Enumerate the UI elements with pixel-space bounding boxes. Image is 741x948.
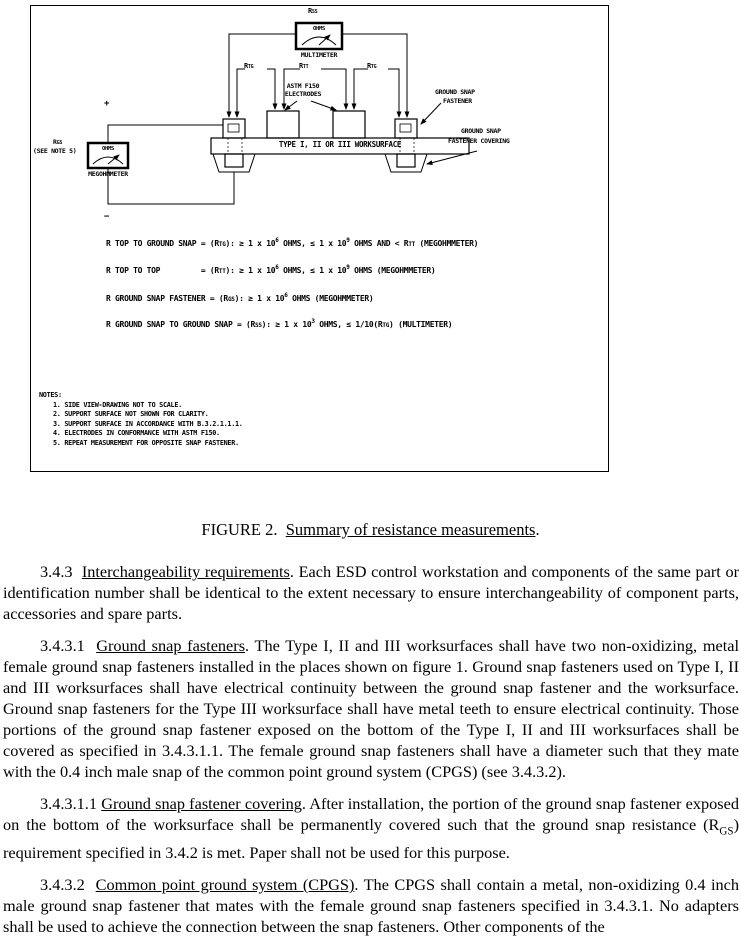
notes-title: NOTES:: [39, 391, 62, 399]
subscript-text: GS: [719, 825, 734, 838]
figure-box: [30, 5, 609, 472]
text-segment: OHMS (MEGOHMMETER): [287, 294, 374, 303]
rgs-label: [33, 138, 76, 155]
text-segment: ): ≥ 1 x 10: [261, 320, 312, 329]
text-segment: R GROUND SNAP FASTENER = (R: [106, 294, 228, 303]
r-sub: GS: [56, 140, 63, 146]
formula-rgs: [106, 292, 373, 306]
electrodes-label-line2: ELECTRODES: [284, 89, 322, 98]
r-sub: SS: [311, 9, 318, 15]
snap-fastener-top-right: [395, 119, 417, 138]
paragraph-3-4-3: [3, 561, 739, 624]
note-item: 4. ELECTRODES IN CONFORMANCE WITH ASTM F150.: [53, 429, 220, 437]
r-sub: TG: [247, 64, 254, 70]
minus-terminal-label: −: [104, 212, 110, 222]
underlined-text: Summary of resistance measurements: [285, 520, 536, 539]
text-segment: FIGURE 2.: [201, 520, 286, 539]
r-main: R: [53, 138, 57, 146]
electrode-right: [333, 111, 365, 138]
wire-rtg-left-a: [237, 69, 245, 117]
formula-rtt: [106, 264, 435, 278]
covering-right: [385, 154, 427, 172]
paragraph-3-4-3-1: [3, 635, 739, 782]
multimeter-needle: [319, 35, 330, 45]
rss-label: [308, 7, 317, 16]
covering-left: [213, 154, 255, 172]
text-segment: OHMS, ≤ 1/10(R: [314, 320, 383, 329]
multimeter-ohms-label: OHMS: [312, 26, 326, 32]
notes-list: [53, 401, 243, 449]
multimeter-dial: [302, 37, 336, 45]
wire-label-rtg-right: [367, 62, 376, 71]
megohmmeter-label: MEGOHMMETER: [88, 170, 128, 178]
wire-multimeter-right: [342, 34, 407, 117]
text-segment: 3.4.3.1: [40, 636, 97, 655]
superscript-text: 6: [275, 237, 279, 244]
superscript-text: 6: [275, 264, 279, 271]
superscript-text: 6: [284, 292, 288, 299]
multimeter-label: MULTIMETER: [300, 51, 338, 59]
text-segment: R GROUND SNAP TO GROUND SNAP = (R: [106, 320, 256, 329]
wire-rtg-right-b: [388, 69, 399, 117]
megohmmeter-ohms-label: OHMS: [101, 146, 115, 152]
underlined-text: Ground snap fastener covering: [101, 794, 302, 813]
wire-megohmmeter-plus: [108, 125, 223, 143]
note-item: 1. SIDE VIEW-DRAWING NOT TO SCALE.: [53, 400, 182, 409]
snap-fastener-bottom-right: [397, 154, 415, 167]
underlined-text: Ground snap fasteners: [96, 636, 246, 655]
text-segment: 3.4.3.1.1: [40, 794, 102, 813]
notes-block: [39, 391, 243, 448]
r-sub: TT: [302, 64, 309, 70]
superscript-text: 9: [346, 264, 350, 271]
paragraph-3-4-3-1-1: [3, 793, 739, 863]
text-segment: OHMS, ≤ 1 x 10: [278, 266, 347, 275]
underlined-text: Common point ground system (CPGS): [95, 875, 355, 895]
text-segment: ) (MULTIMETER): [389, 320, 453, 329]
text-segment: 3.4.3.2: [40, 875, 96, 895]
subscript-text: GS: [227, 296, 235, 303]
text-segment: . After installation, the portion of the ground snap fastener exposed on the bottom of the worksurface shall be permanently covered such that the ground snap resistance (R: [3, 794, 739, 834]
note-item: 5. REPEAT MEASUREMENT FOR OPPOSITE SNAP FASTENER.: [53, 438, 239, 447]
text-segment: R TOP TO GROUND SNAP = (R: [106, 239, 219, 248]
text-segment: R TOP TO TOP = (R: [106, 266, 219, 275]
arrow-electrode-left: [285, 101, 297, 110]
superscript-text: 3: [311, 318, 315, 325]
note-item: 2. SUPPORT SURFACE NOT SHOWN FOR CLARITY.: [53, 410, 209, 418]
formula-rss: [106, 318, 452, 332]
paragraph-3-4-3-2: [3, 874, 739, 937]
circuit-wires: [108, 34, 477, 204]
text-segment: . The Type I, II and III worksurfaces shall have two non-oxidizing, metal female ground snap fasteners installed in the places shown on figure 1. Ground snap fasteners used on Type I, II and III worksurfaces shall have electrical continuity between the ground snap fastener and the worksurface. Ground snap fasteners for the Type III worksurface shall have metal teeth to ensure electrical continuity. Those portions of the ground snap fastener exposed on the bottom of the Type I, II and III worksurfaces shall be covered as specified in 3.4.3.1.1. The female ground snap fasteners shall have a diameter such that they mate with the 0.4 inch male snap of the common point ground system (CPGS) (see 3.4.3.2).: [3, 636, 739, 781]
callout-line1: GROUND SNAP: [461, 127, 501, 135]
electrodes-label-line1: ASTM F150: [286, 82, 320, 90]
snap-fastener-top-left: [223, 119, 245, 138]
wire-multimeter-left: [229, 34, 296, 117]
text-segment: OHMS, ≤ 1 x 10: [278, 239, 347, 248]
arrow-electrode-right: [311, 101, 336, 110]
r-main: R: [299, 62, 303, 70]
plus-terminal-label: +: [104, 99, 110, 109]
subscript-text: TG: [218, 241, 226, 248]
callout-line2: FASTENER: [443, 97, 472, 105]
text-segment: (MEGOHMMETER): [414, 239, 479, 248]
electrodes-label: [268, 83, 338, 98]
text-segment: . Each ESD control workstation and components of the same part or identification number shall be identical to the extent necessary to ensure interchangeability of component parts, accessories and spare parts.: [3, 562, 740, 623]
callout-line2: FASTENER COVERING: [448, 137, 510, 145]
subscript-text: TT: [408, 241, 415, 248]
body-text: [3, 561, 739, 948]
figure-caption: [0, 520, 741, 540]
callout-line1: GROUND SNAP: [435, 88, 475, 96]
r-main: R: [308, 7, 312, 15]
text-segment: . The CPGS shall contain a metal, non-oxidizing 0.4 inch male ground snap fastener that mates with the female ground snap fasteners specified in 3.4.3.1. No adapters shall be used to achieve the connection between the snap fasteners. Other components of the: [3, 875, 739, 937]
text-segment: ): ≥ 1 x 10: [225, 239, 276, 248]
wire-label-rtg-left: [244, 62, 253, 71]
subscript-text: SS: [255, 322, 262, 329]
superscript-text: 9: [346, 237, 350, 244]
wire-rtg-right-a: [354, 69, 368, 109]
snap-fastener-bottom-left: [225, 154, 243, 167]
underlined-text: Interchangeability requirements: [81, 562, 290, 581]
wire-label-rtt: [299, 62, 308, 71]
subscript-text: TG: [382, 322, 390, 329]
ground-snap-fastener-callout: [435, 88, 475, 106]
subscript-text: TT: [218, 268, 226, 275]
megohmmeter-dial: [93, 157, 123, 164]
text-segment: 3.4.3: [40, 562, 82, 581]
text-segment: ) requirement specified in 3.4.2 is met. Paper shall not be used for this purpose.: [3, 815, 739, 863]
text-segment: OHMS (MEGOHMMETER): [349, 266, 436, 275]
text-segment: OHMS AND < R: [349, 239, 409, 248]
electrode-left: [267, 111, 299, 138]
fastener-covering-callout: [448, 126, 509, 146]
snap-fastener-top-left-detail: [228, 124, 239, 132]
rgs-label-note: (SEE NOTE 5): [33, 147, 77, 155]
text-segment: ): ≥ 1 x 10: [234, 294, 285, 303]
worksurface-label: TYPE I, II OR III WORKSURFACE: [278, 140, 402, 149]
arrow-fastener-callout: [421, 103, 441, 124]
rgs-label-line1: [33, 138, 76, 147]
r-sub: TG: [370, 64, 377, 70]
text-segment: ): ≥ 1 x 10: [225, 266, 276, 275]
snap-fastener-top-right-detail: [400, 124, 411, 132]
text-segment: .: [535, 520, 540, 539]
formula-rtg: [106, 237, 478, 251]
r-main: R: [244, 62, 248, 70]
r-main: R: [367, 62, 371, 70]
note-item: 3. SUPPORT SURFACE IN ACCORDANCE WITH B.3.2.1.1.1.: [53, 419, 243, 428]
